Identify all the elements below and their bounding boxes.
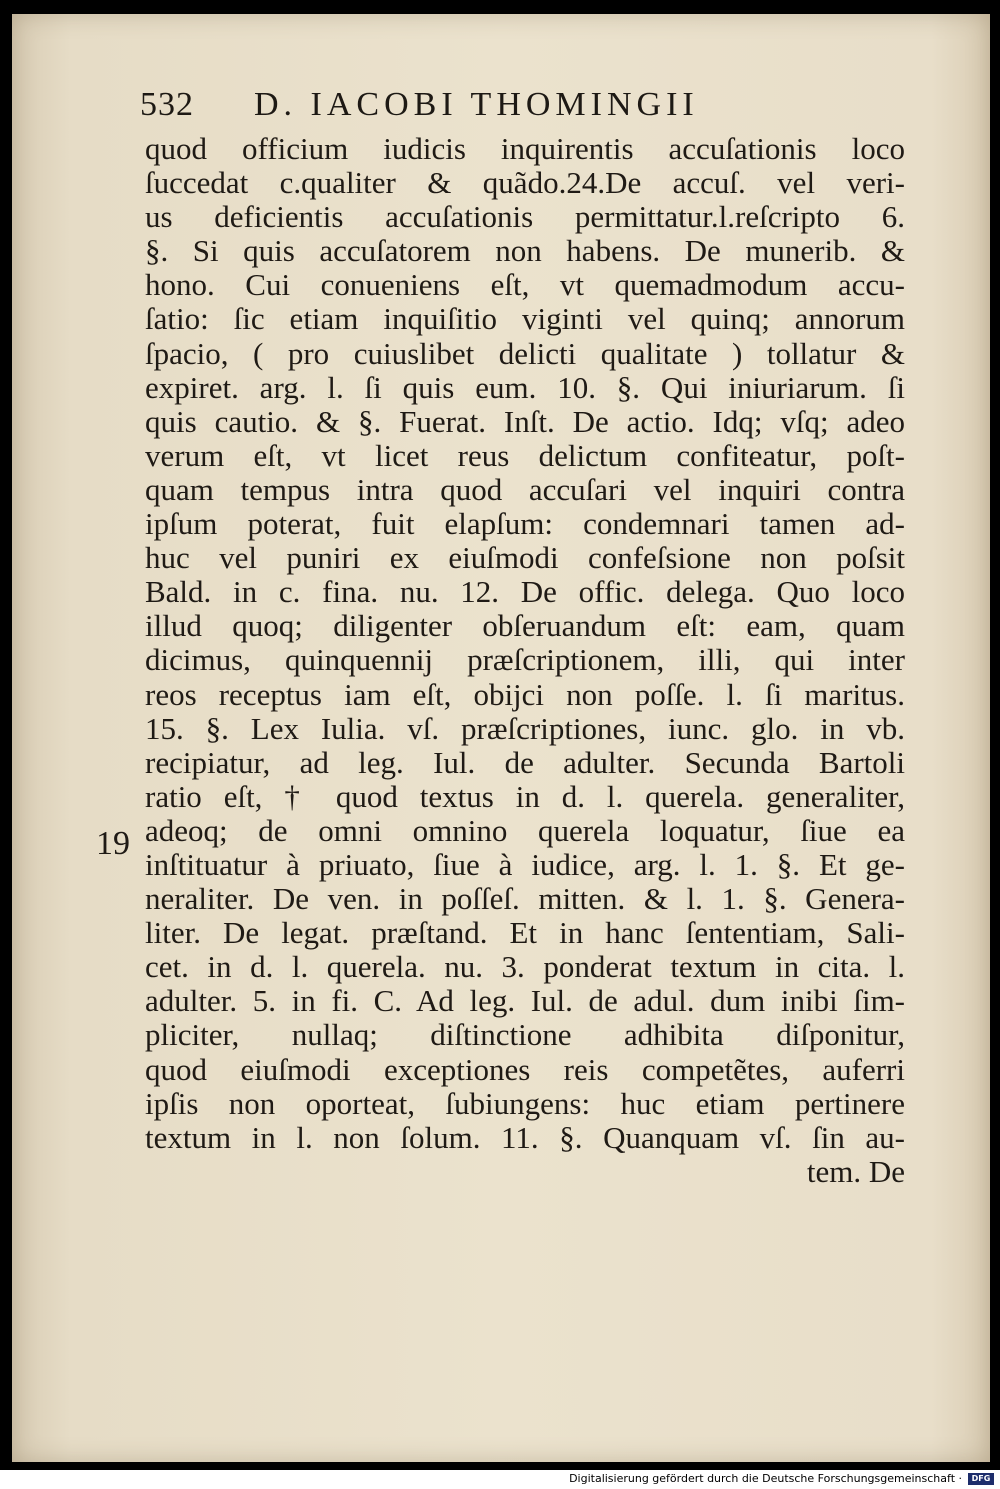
text-line: Bald. in c. fina. nu. 12. De offic. delega. Quo loco [145,575,905,610]
text-line: recipiatur, ad leg. Iul. de adulter. Secunda Bartoli [145,745,905,780]
body-text [145,132,905,1189]
text-line: 15. §. Lex Iulia. vſ. præſcriptiones, iunc. glo. in vb. [145,711,905,746]
digitization-footer [0,1470,1000,1489]
text-line: verum eſt, vt licet reus delictum confiteatur, poſt- [145,438,905,473]
funding-credit: Digitalisierung gefördert durch die Deutsche Forschungsgemeinschaft · [569,1472,962,1485]
text-line: reos receptus iam eſt, obijci non poſſe. l. ſi maritus. [145,677,905,712]
text-line: adeoq; de omni omnino querela loquatur, ſiue ea [145,813,905,848]
text-line: expiret. arg. l. ſi quis eum. 10. §. Qui iniuriarum. ſi [145,370,905,405]
text-line: us deficientis accuſationis permittatur.l.reſcripto 6. [145,200,905,235]
text-line: §. Si quis accuſatorem non habens. De munerib. & [145,234,905,269]
dfg-logo: DFG [968,1473,994,1485]
text-line: liter. De legat. præſtand. Et in hanc ſententiam, Sali- [145,916,905,951]
margin-note: 19 [96,825,130,862]
text-line: ſatio: ſic etiam inquiſitio viginti vel quinq; annorum [145,302,905,337]
text-line: neraliter. De ven. in poſſeſ. mitten. & l. 1. §. Genera- [145,882,905,917]
text-line: quod eiuſmodi exceptiones reis competẽtes, auferri [145,1052,905,1087]
text-line: quod officium iudicis inquirentis accuſationis loco [145,132,905,166]
text-line: ſpacio, ( pro cuiuslibet delicti qualitate ) tollatur & [145,336,905,371]
text-line: tem. De [806,1154,905,1189]
text-line: ſuccedat c.qualiter & quãdo.24.De accuſ. vel veri- [145,166,905,201]
text-line: ipſum poterat, fuit elapſum: condemnari tamen ad- [145,507,905,542]
text-line: huc vel puniri ex eiuſmodi confeſsione non poſsit [145,541,905,576]
text-line: illud quoq; diligenter obſeruandum eſt: eam, quam [145,609,905,644]
text-line: quam tempus intra quod accuſari vel inquiri contra [145,472,905,507]
text-line: hono. Cui conueniens eſt, vt quemadmodum accu- [145,268,905,303]
text-line: textum in l. non ſolum. 11. §. Quanquam vſ. ſin au- [145,1120,905,1155]
page-number: 532 [140,86,194,123]
text-line: ipſis non oporteat, ſubiungens: huc etiam pertinere [145,1086,905,1121]
text-line: dicimus, quinquennij præſcriptionem, illi, qui inter [145,643,905,678]
text-line: ratio eſt, † quod textus in d. l. querela. generaliter, [145,779,905,814]
text-line: quis cautio. & §. Fuerat. Inſt. De actio. Idq; vſq; adeo [145,404,905,439]
text-line: cet. in d. l. querela. nu. 3. ponderat textum in cita. l. [145,950,905,985]
text-line: inſtituatur à priuato, ſiue à iudice, arg. l. 1. §. Et ge- [145,847,905,882]
text-line: pliciter, nullaq; diſtinctione adhibita diſponitur, [145,1018,905,1053]
text-line: adulter. 5. in fi. C. Ad leg. Iul. de adul. dum inibi ſim- [145,984,905,1019]
running-head: D. IACOBI THOMINGII [254,86,699,123]
page-header [140,80,900,130]
